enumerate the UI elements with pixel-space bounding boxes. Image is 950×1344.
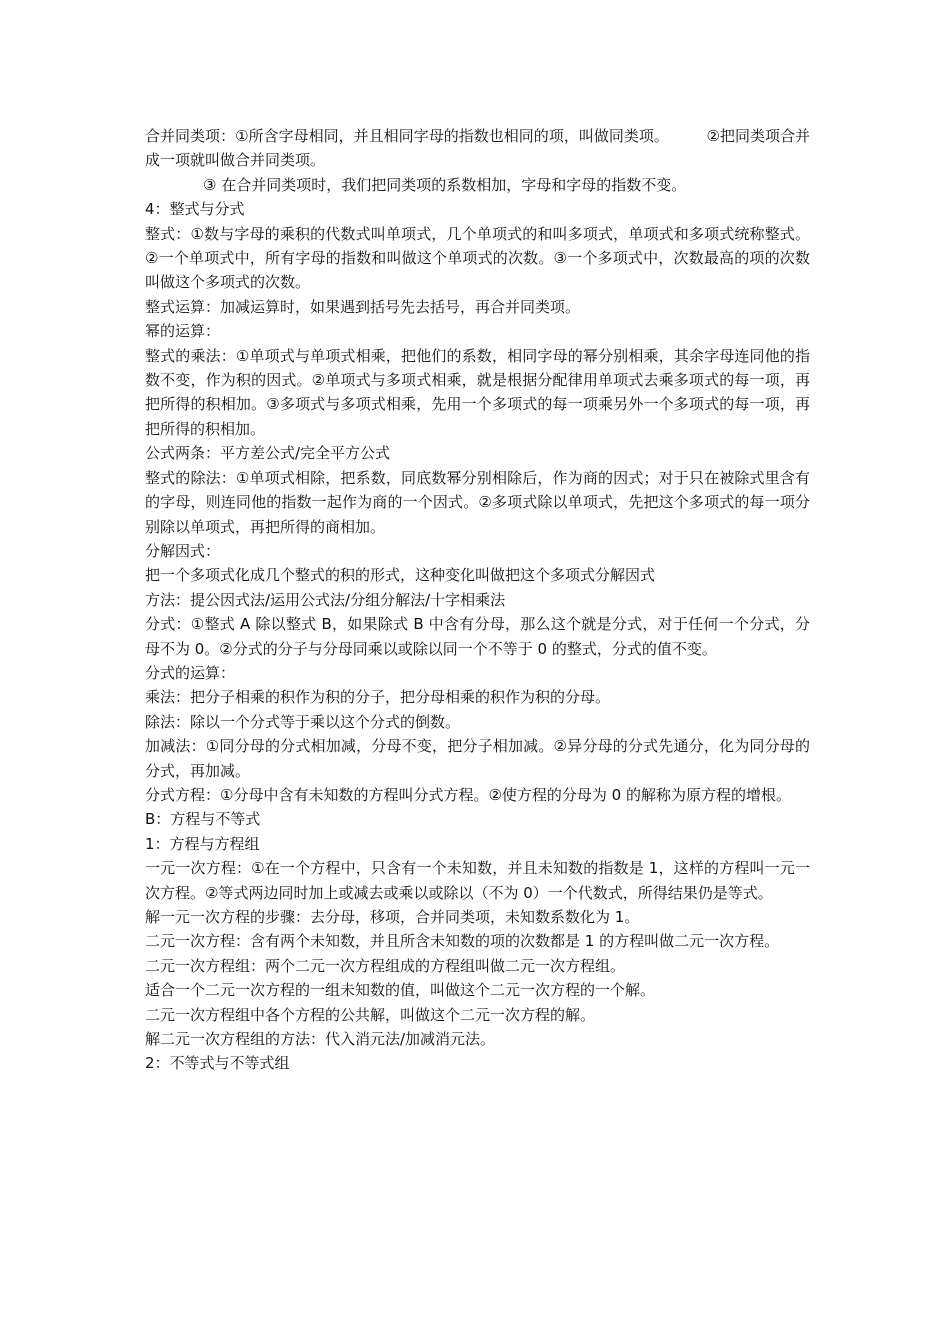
paragraph-linear-equation: 一元一次方程：①在一个方程中，只含有一个未知数，并且未知数的指数是 1，这样的方程叫一元一次方程。②等式两边同时加上或减去或乘以或除以（不为 0）一个代数式，所得结果仍是等式。 [145,859,810,902]
paragraph-common-solution: 二元一次方程组中各个方程的公共解，叫做这个二元一次方程的解。 [145,1005,596,1024]
paragraph-solution: 适合一个二元一次方程的一组未知数的值，叫做这个二元一次方程的一个解。 [145,981,656,1000]
paragraph-division: 整式的除法：①单项式相除，把系数，同底数幂分别相除后，作为商的因式；对于只在被除式里含有的字母，则连同他的指数一起作为商的一个因式。②多项式除以单项式，先把这个多项式的每一项分别除以单项式，再把所得的商相加。 [145,468,810,536]
paragraph-system: 二元一次方程组：两个二元一次方程组成的方程组叫做二元一次方程组。 [145,956,626,975]
paragraph-factoring-methods: 方法：提公因式法/运用公式法/分组分解法/十字相乘法 [145,590,506,609]
paragraph-fraction-multiply: 乘法：把分子相乘的积作为积的分子，把分母相乘的积作为积的分母。 [145,688,611,707]
section-heading-b: B：方程与不等式 [145,810,261,829]
paragraph-factoring-heading: 分解因式： [145,541,221,560]
paragraph-like-terms: 合并同类项：①所含字母相同，并且相同字母的指数也相同的项，叫做同类项。 ②把同类项合并成一项就叫做合并同类项。 [145,127,810,170]
paragraph-factoring-definition: 把一个多项式化成几个整式的积的形式，这种变化叫做把这个多项式分解因式 [145,566,656,585]
paragraph-fraction-ops: 分式的运算： [145,663,236,682]
paragraph-linear-steps: 解一元一次方程的步骤：去分母，移项，合并同类项，未知数系数化为 1。 [145,908,640,926]
paragraph-fraction-equation: 分式方程：①分母中含有未知数的方程叫分式方程。②使方程的分母为 0 的解称为原方程的增根。 [145,785,791,804]
paragraph-polynomial-ops: 整式运算：加减运算时，如果遇到括号先去括号，再合并同类项。 [145,297,581,316]
subsection-heading-2: 2：不等式与不等式组 [145,1054,290,1073]
paragraph-two-var-equation: 二元一次方程：含有两个未知数，并且所含未知数的项的次数都是 1 的方程叫做二元一次方程。 [145,932,780,951]
paragraph-polynomial: 整式：①数与字母的乘积的代数式叫单项式，几个单项式的和叫多项式，单项式和多项式统称整式。②一个单项式中，所有字母的指数和叫做这个单项式的次数。③一个多项式中，次数最高的项的次数叫做这个多项式的次数。 [145,224,810,292]
paragraph-like-terms-rule: ③ 在合并同类项时，我们把同类项的系数相加，字母和字母的指数不变。 [203,175,687,194]
paragraph-fraction-add: 加减法：①同分母的分式相加减，分母不变，把分子相加减。②异分母的分式先通分，化为同分母的分式，再加减。 [145,737,810,780]
section-heading: 4：整式与分式 [145,200,245,219]
paragraph-power-ops: 幂的运算： [145,322,221,341]
paragraph-fraction-divide: 除法：除以一个分式等于乘以这个分式的倒数。 [145,712,461,731]
document-body [145,124,810,1076]
paragraph-formulas: 公式两条：平方差公式/完全平方公式 [145,444,391,463]
paragraph-multiplication: 整式的乘法：①单项式与单项式相乘，把他们的系数，相同字母的幂分别相乘，其余字母连同他的指数不变，作为积的因式。②单项式与多项式相乘，就是根据分配律用单项式去乘多项式的每一项，再把所得的积相加。③多项式与多项式相乘，先用一个多项式的每一项乘另外一个多项式的每一项，再把所得的积相加。 [145,346,810,438]
subsection-heading-1: 1：方程与方程组 [145,834,260,853]
paragraph-solve-methods: 解二元一次方程组的方法：代入消元法/加减消元法。 [145,1030,496,1049]
paragraph-fraction: 分式：①整式 A 除以整式 B，如果除式 B 中含有分母，那么这个就是分式，对于任何一个分式，分母不为 0。②分式的分子与分母同乘以或除以同一个不等于 0 的整式，分式的值不变。 [145,615,810,658]
